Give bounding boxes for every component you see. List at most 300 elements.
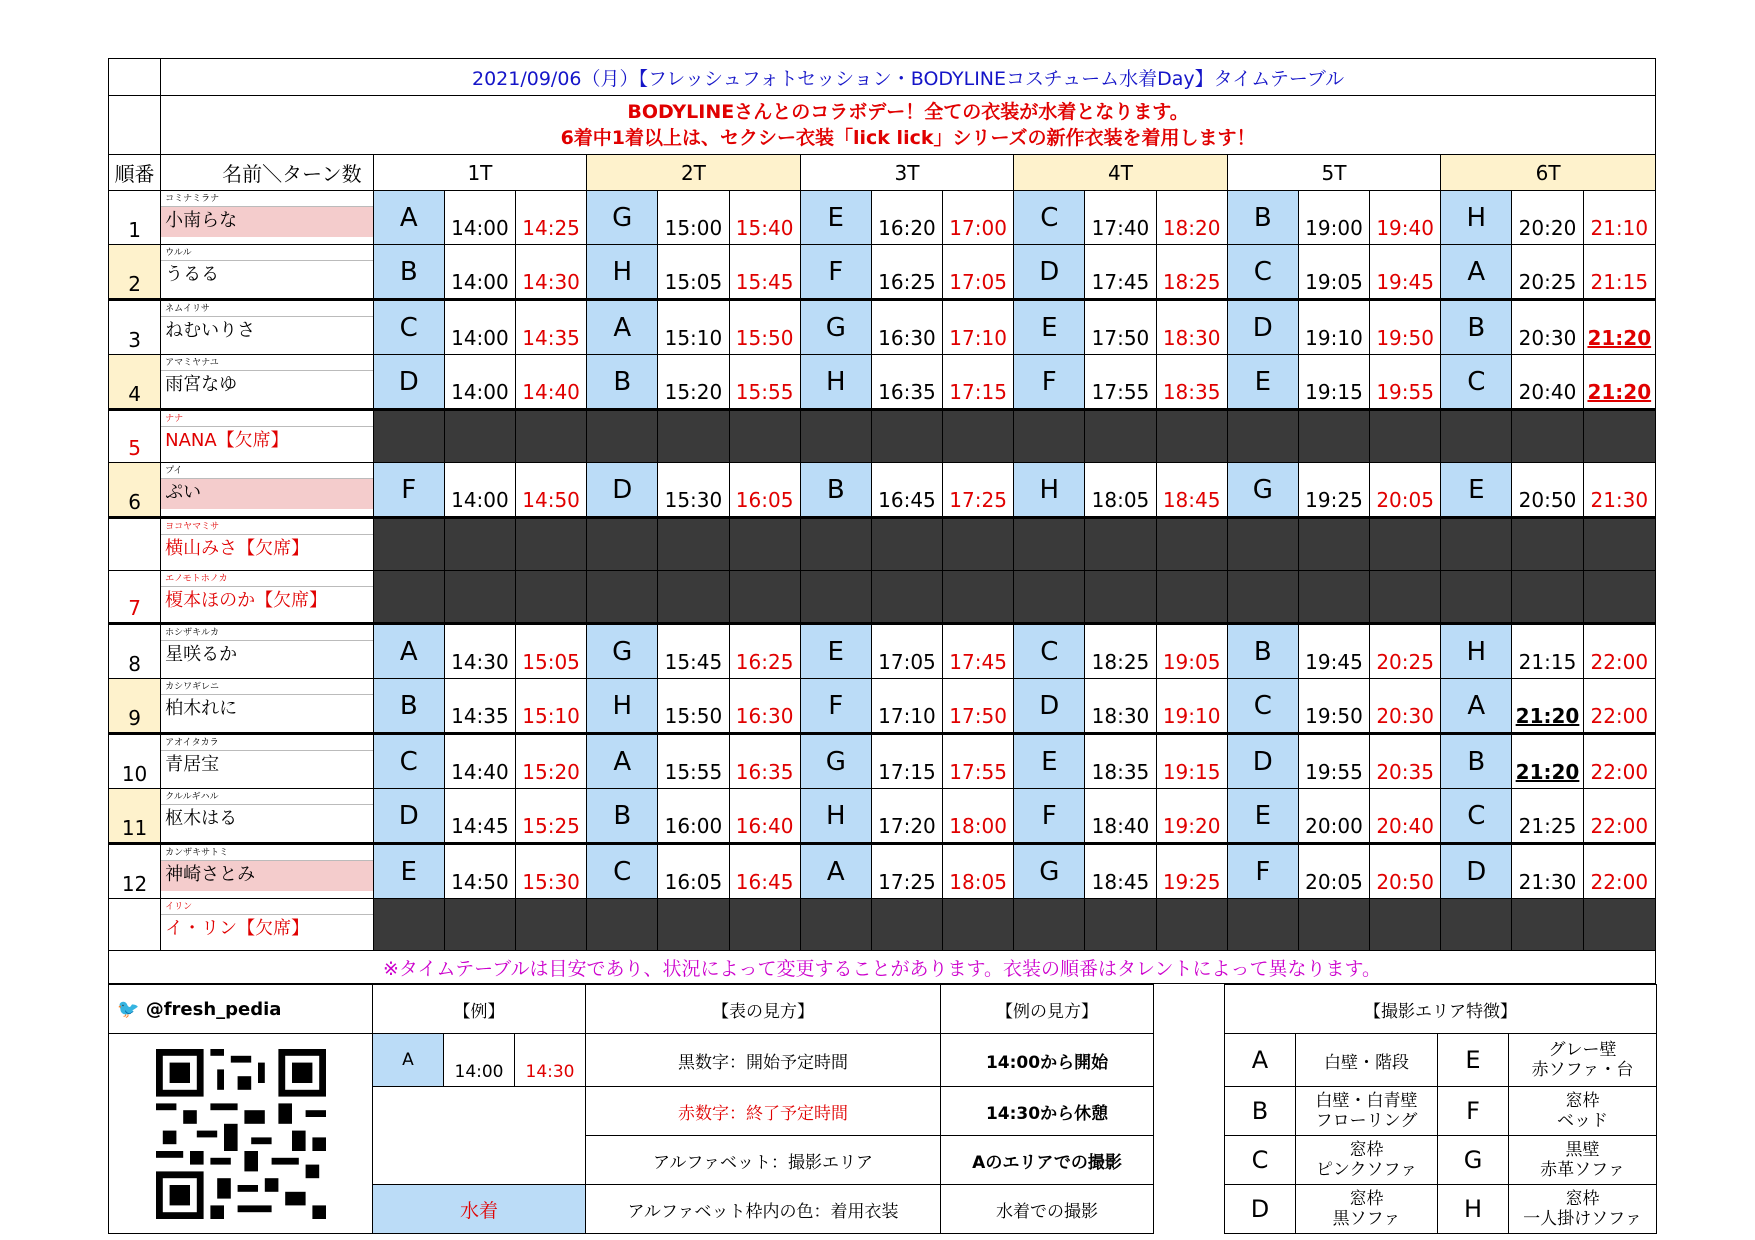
start-time-text: 14:30 <box>451 650 509 674</box>
turn-header: 1T <box>373 155 587 191</box>
area-desc-H <box>1509 1185 1657 1234</box>
schedule-row <box>109 571 1656 624</box>
start-time-text: 16:00 <box>664 814 723 838</box>
absent-cell <box>1156 518 1227 571</box>
absent-cell <box>587 518 658 571</box>
start-time <box>1298 463 1369 518</box>
area-desc-D-1: 窓枠 <box>1349 1189 1384 1209</box>
talent-name: 榎本ほのか【欠席】 <box>165 590 328 611</box>
absent-cell <box>444 518 515 571</box>
start-time <box>658 679 729 734</box>
end-time-text: 22:00 <box>1590 814 1649 838</box>
example-start: 14:00 <box>444 1034 515 1087</box>
absent-cell <box>1227 410 1298 463</box>
start-time-text: 21:15 <box>1518 650 1577 674</box>
end-time-text: 19:40 <box>1376 216 1434 240</box>
area-desc-B-1: 白壁・白青壁 <box>1315 1091 1418 1111</box>
area-letter: F <box>800 245 871 300</box>
end-time <box>516 789 587 844</box>
start-time-text: 17:45 <box>1091 270 1150 294</box>
area-features-header: 【撮影エリア特徴】 <box>1225 985 1657 1034</box>
end-time-text: 21:30 <box>1590 488 1649 512</box>
start-time <box>444 463 515 518</box>
start-time <box>871 679 942 734</box>
talent-name: イ・リン【欠席】 <box>165 918 310 939</box>
end-time-text: 18:05 <box>949 870 1007 894</box>
absent-cell <box>1085 571 1156 624</box>
start-time <box>1085 191 1156 245</box>
area-letter: G <box>800 734 871 789</box>
start-time-text: 17:15 <box>878 760 936 784</box>
start-time-text: 17:50 <box>1091 326 1150 350</box>
talent-name-cell <box>161 899 374 951</box>
talent-kana: ナナ <box>161 411 373 427</box>
area-letter: D <box>1441 844 1512 899</box>
start-time <box>658 844 729 899</box>
start-time-text: 14:50 <box>451 870 509 894</box>
start-time <box>1298 734 1369 789</box>
talent-name: 枢木はる <box>165 808 238 829</box>
area-letter: E <box>1227 355 1298 410</box>
area-desc-E-2: 赤ソファ・台 <box>1531 1060 1634 1080</box>
end-time <box>729 679 800 734</box>
start-time-text: 16:05 <box>664 870 723 894</box>
absent-cell <box>373 571 444 624</box>
area-letter: H <box>587 245 658 300</box>
area-letter: E <box>1014 300 1085 355</box>
area-letter: D <box>1227 734 1298 789</box>
how-row-4: アルファベット枠内の色：着用衣装 <box>586 1185 941 1234</box>
area-letter: G <box>1227 463 1298 518</box>
area-letter: A <box>373 624 444 679</box>
end-time-text: 16:30 <box>735 704 794 728</box>
absent-cell <box>1014 571 1085 624</box>
area-letter-E: E <box>1438 1034 1509 1087</box>
end-time-text: 17:05 <box>949 270 1007 294</box>
absent-cell <box>444 899 515 951</box>
absent-cell <box>729 518 800 571</box>
start-time <box>1298 245 1369 300</box>
absent-cell <box>1227 518 1298 571</box>
end-time <box>943 844 1014 899</box>
absent-cell <box>1583 518 1655 571</box>
area-letter: D <box>1227 300 1298 355</box>
end-time-text: 16:25 <box>735 650 794 674</box>
end-time-text: 15:45 <box>735 270 794 294</box>
start-time-text: 15:55 <box>664 760 723 784</box>
absent-cell <box>871 899 942 951</box>
start-time <box>871 245 942 300</box>
area-desc-C-2: ピンクソファ <box>1315 1160 1418 1180</box>
start-time-text: 19:10 <box>1305 326 1363 350</box>
swimwear-swatch: 水着 <box>373 1185 586 1234</box>
start-time-text: 15:05 <box>664 270 723 294</box>
area-letter: E <box>800 624 871 679</box>
end-time <box>943 355 1014 410</box>
order-number: 7 <box>109 571 161 624</box>
end-time-text: 17:10 <box>949 326 1007 350</box>
order-number: 11 <box>109 789 161 844</box>
area-desc-D-2: 黒ソファ <box>1332 1209 1401 1229</box>
start-time <box>1298 624 1369 679</box>
area-letter: F <box>373 463 444 518</box>
start-time-text: 14:35 <box>451 704 509 728</box>
absent-cell <box>1441 410 1512 463</box>
talent-name-cell <box>161 624 374 679</box>
area-letter: C <box>587 844 658 899</box>
area-letter-F: F <box>1438 1087 1509 1136</box>
end-time-text: 19:10 <box>1162 704 1221 728</box>
start-time-text: 19:15 <box>1305 380 1363 404</box>
end-time <box>1370 300 1441 355</box>
absent-cell <box>1014 899 1085 951</box>
end-time <box>1156 463 1227 518</box>
absent-cell <box>1583 899 1655 951</box>
example-row-3: Aのエリアでの撮影 <box>941 1136 1154 1185</box>
end-time <box>943 463 1014 518</box>
start-time-text: 20:20 <box>1518 216 1577 240</box>
start-time <box>1298 789 1369 844</box>
start-time-text: 18:40 <box>1091 814 1150 838</box>
absent-cell <box>1156 899 1227 951</box>
absent-cell <box>1298 899 1369 951</box>
talent-name-cell <box>161 245 374 300</box>
start-time <box>1085 844 1156 899</box>
end-time-text: 18:30 <box>1162 326 1221 350</box>
example-letter: A <box>373 1034 444 1087</box>
start-time-text: 20:30 <box>1518 326 1577 350</box>
area-letter-G: G <box>1438 1136 1509 1185</box>
end-time <box>516 844 587 899</box>
start-time <box>444 624 515 679</box>
talent-kana: ウルル <box>161 245 373 261</box>
end-time-text: 19:45 <box>1376 270 1434 294</box>
area-letter: E <box>373 844 444 899</box>
area-letter: C <box>1441 355 1512 410</box>
end-time <box>516 463 587 518</box>
start-time <box>871 300 942 355</box>
start-time-text: 15:30 <box>664 488 723 512</box>
area-letter-C: C <box>1225 1136 1296 1185</box>
start-time-text: 19:45 <box>1305 650 1363 674</box>
end-time-text: 18:45 <box>1162 488 1221 512</box>
start-time <box>1085 624 1156 679</box>
start-time <box>658 355 729 410</box>
start-time-text: 17:55 <box>1091 380 1150 404</box>
start-time <box>871 191 942 245</box>
area-letter: F <box>800 679 871 734</box>
page-title: 2021/09/06（月）【フレッシュフォトセッション・BODYLINEコスチューム水着Day】タイムテーブル <box>161 59 1656 96</box>
end-time <box>729 734 800 789</box>
area-letter-H: H <box>1438 1185 1509 1234</box>
end-time-text: 19:05 <box>1162 650 1221 674</box>
area-desc-G <box>1509 1136 1657 1185</box>
end-time <box>943 624 1014 679</box>
absent-cell <box>373 899 444 951</box>
talent-kana: ヨコヤマミサ <box>161 519 373 535</box>
schedule-row <box>109 355 1656 410</box>
area-letter: H <box>1441 191 1512 245</box>
area-letter: A <box>587 300 658 355</box>
end-time <box>1583 463 1655 518</box>
area-letter: C <box>1227 679 1298 734</box>
start-time <box>1085 789 1156 844</box>
area-letter: F <box>1014 355 1085 410</box>
absent-cell <box>1085 899 1156 951</box>
area-desc-F-2: ベッド <box>1557 1111 1609 1131</box>
talent-name: 横山みさ【欠席】 <box>165 538 310 559</box>
talent-kana: ネムイリサ <box>161 301 373 317</box>
collab-banner <box>161 96 1656 155</box>
order-number: 1 <box>109 191 161 245</box>
area-desc-C <box>1296 1136 1438 1185</box>
area-letter: C <box>1441 789 1512 844</box>
start-time <box>1085 679 1156 734</box>
end-time-text: 15:30 <box>522 870 580 894</box>
area-letter: D <box>373 355 444 410</box>
start-time <box>658 245 729 300</box>
turn-header: 5T <box>1227 155 1441 191</box>
area-letter: G <box>587 624 658 679</box>
talent-name: 小南らな <box>161 207 373 237</box>
end-time-text: 20:40 <box>1376 814 1434 838</box>
talent-name-cell <box>161 789 374 844</box>
absent-cell <box>1441 899 1512 951</box>
absent-cell <box>871 518 942 571</box>
schedule-row <box>109 899 1656 951</box>
area-letter: H <box>800 789 871 844</box>
area-letter: B <box>800 463 871 518</box>
end-time-text: 19:25 <box>1162 870 1221 894</box>
absent-cell <box>1512 571 1583 624</box>
talent-kana: クルルギハル <box>161 789 373 805</box>
schedule-row <box>109 300 1656 355</box>
start-time-text: 15:45 <box>664 650 723 674</box>
absent-cell <box>1512 899 1583 951</box>
start-time <box>1512 355 1583 410</box>
area-desc-A: 白壁・階段 <box>1296 1034 1438 1087</box>
schedule-row <box>109 734 1656 789</box>
end-time-text: 21:10 <box>1590 216 1649 240</box>
start-time <box>658 624 729 679</box>
end-time-text: 20:35 <box>1376 760 1434 784</box>
area-letter: A <box>1441 245 1512 300</box>
how-row-3: アルファベット：撮影エリア <box>586 1136 941 1185</box>
absent-cell <box>587 410 658 463</box>
end-time <box>1370 624 1441 679</box>
area-desc-E-1: グレー壁 <box>1548 1040 1617 1060</box>
order-header: 順番 <box>109 155 161 191</box>
end-time-text: 22:00 <box>1590 650 1649 674</box>
talent-kana: カンザキサトミ <box>161 845 373 861</box>
start-time <box>1512 300 1583 355</box>
start-time <box>444 300 515 355</box>
end-time <box>1370 191 1441 245</box>
end-time-text: 21:15 <box>1590 270 1649 294</box>
start-time-text: 19:50 <box>1305 704 1363 728</box>
talent-kana: プイ <box>161 463 373 479</box>
end-time-text: 19:55 <box>1376 380 1434 404</box>
order-number: 12 <box>109 844 161 899</box>
end-time-text: 17:45 <box>949 650 1007 674</box>
talent-name: ぷい <box>161 479 373 509</box>
start-time <box>658 463 729 518</box>
start-time <box>658 300 729 355</box>
start-time-text: 17:25 <box>878 870 936 894</box>
end-time <box>516 624 587 679</box>
area-letter-B: B <box>1225 1087 1296 1136</box>
start-time-text: 16:35 <box>878 380 936 404</box>
area-desc-F-1: 窓枠 <box>1565 1091 1600 1111</box>
turn-header: 4T <box>1014 155 1228 191</box>
start-time <box>444 844 515 899</box>
start-time <box>1298 191 1369 245</box>
timetable <box>108 58 1656 984</box>
end-time-text: 22:00 <box>1590 870 1649 894</box>
end-time <box>729 245 800 300</box>
end-time-text: 14:25 <box>522 216 580 240</box>
area-letter: G <box>587 191 658 245</box>
area-letter: H <box>1014 463 1085 518</box>
end-time-text: 19:50 <box>1376 326 1434 350</box>
end-time-text: 18:35 <box>1162 380 1221 404</box>
area-desc-E <box>1509 1034 1657 1087</box>
end-time <box>1583 191 1655 245</box>
area-letter: A <box>587 734 658 789</box>
end-time <box>729 844 800 899</box>
absent-cell <box>1298 571 1369 624</box>
absent-cell <box>800 571 871 624</box>
start-time <box>658 789 729 844</box>
start-time-text: 19:05 <box>1305 270 1363 294</box>
talent-kana: コミナミラナ <box>161 191 373 207</box>
end-time-text: 15:25 <box>522 814 580 838</box>
start-time-text: 21:20 <box>1515 704 1580 728</box>
area-desc-B-2: フローリング <box>1315 1111 1418 1131</box>
order-number: 4 <box>109 355 161 410</box>
end-time-text: 22:00 <box>1590 760 1649 784</box>
start-time <box>1512 789 1583 844</box>
end-time-text: 20:30 <box>1376 704 1434 728</box>
absent-cell <box>373 410 444 463</box>
start-time-text: 20:00 <box>1305 814 1363 838</box>
absent-cell <box>1085 518 1156 571</box>
absent-cell <box>658 571 729 624</box>
end-time-text: 16:40 <box>735 814 794 838</box>
area-letter: C <box>373 734 444 789</box>
area-letter: E <box>1014 734 1085 789</box>
banner-line-1: BODYLINEさんとのコラボデー！全ての衣装が水着となります。 <box>627 101 1189 123</box>
end-time-text: 15:40 <box>735 216 794 240</box>
end-time <box>943 789 1014 844</box>
end-time-text: 17:50 <box>949 704 1007 728</box>
start-time-text: 14:45 <box>451 814 509 838</box>
end-time-text: 14:35 <box>522 326 580 350</box>
absent-cell <box>1370 571 1441 624</box>
area-letter: B <box>373 679 444 734</box>
start-time-text: 16:25 <box>878 270 936 294</box>
start-time-text: 14:00 <box>451 216 509 240</box>
start-time <box>444 679 515 734</box>
absent-cell <box>1227 571 1298 624</box>
area-letter: H <box>587 679 658 734</box>
end-time <box>1370 844 1441 899</box>
end-time <box>1370 734 1441 789</box>
start-time-text: 21:20 <box>1515 760 1580 784</box>
absent-cell <box>1298 410 1369 463</box>
area-letter: D <box>1014 679 1085 734</box>
end-time <box>1370 679 1441 734</box>
absent-cell <box>1512 518 1583 571</box>
turn-header: 6T <box>1441 155 1656 191</box>
end-time <box>1156 191 1227 245</box>
absent-cell <box>1512 410 1583 463</box>
start-time-text: 17:05 <box>878 650 936 674</box>
start-time-text: 16:20 <box>878 216 936 240</box>
end-time-text: 15:05 <box>522 650 580 674</box>
start-time-text: 21:25 <box>1518 814 1577 838</box>
start-time-text: 19:00 <box>1305 216 1363 240</box>
start-time <box>1085 300 1156 355</box>
end-time-text: 16:05 <box>735 488 794 512</box>
absent-cell <box>729 571 800 624</box>
end-time-text: 15:55 <box>735 380 794 404</box>
start-time-text: 20:50 <box>1518 488 1577 512</box>
talent-name-cell <box>161 518 374 571</box>
start-time <box>1512 844 1583 899</box>
absent-cell <box>1227 899 1298 951</box>
talent-name-cell <box>161 463 374 518</box>
start-time <box>871 844 942 899</box>
schedule-row <box>109 624 1656 679</box>
qr-code-image <box>156 1049 326 1219</box>
absent-cell <box>1370 410 1441 463</box>
end-time <box>516 300 587 355</box>
absent-cell <box>729 410 800 463</box>
absent-cell <box>1156 410 1227 463</box>
absent-cell <box>1370 518 1441 571</box>
legend-table <box>108 984 1657 1234</box>
qr-code[interactable] <box>109 1034 373 1234</box>
area-letter-A: A <box>1225 1034 1296 1087</box>
area-letter: A <box>373 191 444 245</box>
twitter-handle[interactable] <box>109 985 373 1034</box>
absent-cell <box>516 518 587 571</box>
end-time-text: 20:05 <box>1376 488 1434 512</box>
order-number <box>109 518 161 571</box>
start-time-text: 17:40 <box>1091 216 1150 240</box>
area-letter: B <box>1441 734 1512 789</box>
area-letter: A <box>1441 679 1512 734</box>
absent-cell <box>658 899 729 951</box>
example-row-2: 14:30から休憩 <box>941 1087 1154 1136</box>
absent-cell <box>587 571 658 624</box>
schedule-row <box>109 518 1656 571</box>
absent-cell <box>871 571 942 624</box>
talent-kana: アマミヤナユ <box>161 355 373 371</box>
absent-cell <box>800 518 871 571</box>
area-desc-H-2: 一人掛けソファ <box>1523 1209 1642 1229</box>
area-letter: E <box>1227 789 1298 844</box>
talent-kana: アオイタカラ <box>161 735 373 751</box>
example-header: 【例】 <box>373 985 586 1034</box>
start-time <box>1298 844 1369 899</box>
absent-cell <box>516 410 587 463</box>
absent-cell <box>1014 410 1085 463</box>
end-time <box>1370 245 1441 300</box>
start-time-text: 14:00 <box>451 380 509 404</box>
talent-name: 神崎さとみ <box>161 861 373 891</box>
